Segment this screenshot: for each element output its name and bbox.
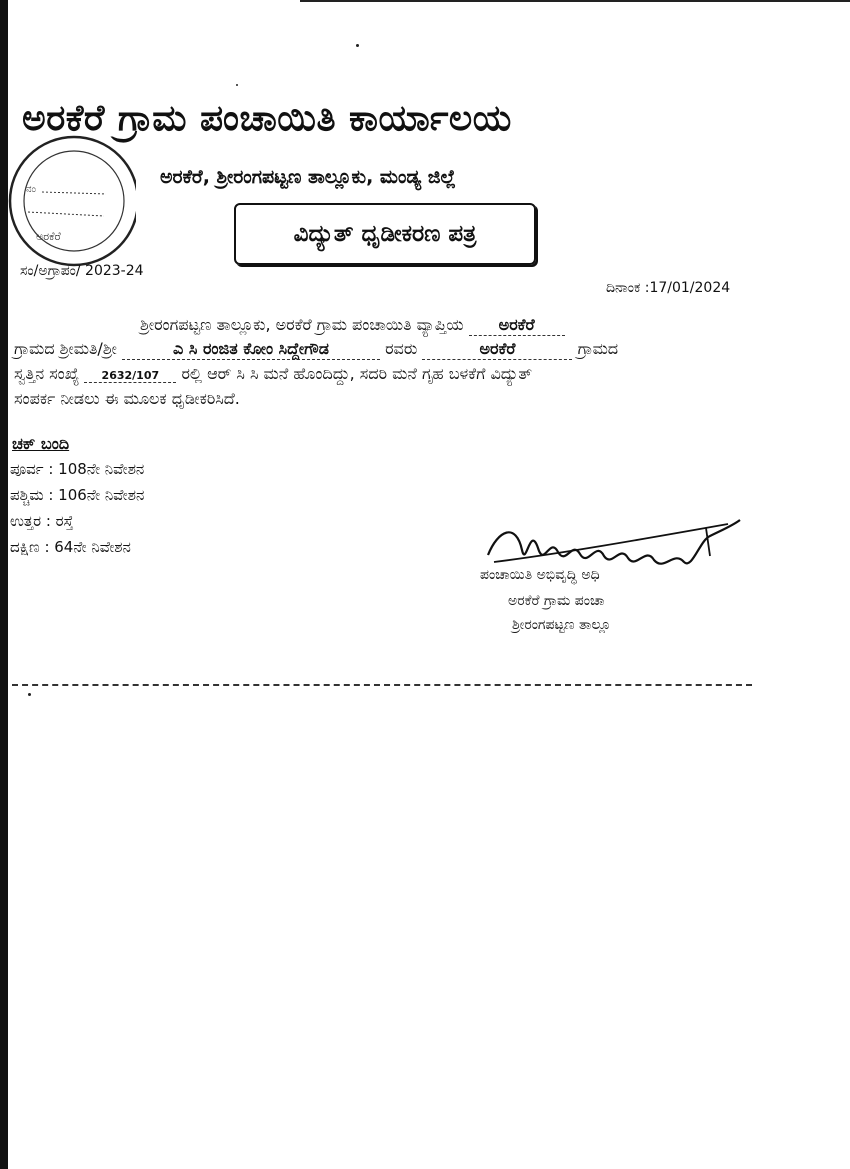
body-line-2 — [14, 339, 618, 360]
boundary-south: ದಕ್ಷಿಣ : 64ನೇ ನಿವೇಶನ — [10, 538, 131, 556]
boundary-west: ಪಶ್ಚಿಮ : 106ನೇ ನಿವೇಶನ — [10, 486, 145, 504]
boundary-east: ಪೂರ್ವ : 108ನೇ ನಿವೇಶನ — [10, 460, 145, 478]
signatory-taluk: ಶ್ರೀರಂಗಪಟ್ಟಣ ತಾಲ್ಲೂ — [512, 617, 612, 633]
office-seal-stamp — [6, 126, 136, 276]
scan-speck — [236, 84, 238, 86]
body-line-3 — [14, 364, 532, 384]
date-label: ದಿನಾಂಕ : — [606, 280, 650, 296]
body-line-2-suffix: ಗ್ರಾಮದ — [577, 339, 619, 358]
seal-place: ಅರಕೆರೆ — [36, 230, 61, 243]
seal-no-label: ನಂ — [26, 184, 36, 195]
boundary-north: ಉತ್ತರ : ರಸ್ತೆ — [10, 512, 74, 530]
body-line-2-mid: ರವರು — [385, 339, 418, 358]
body-line-4: ಸಂಪರ್ಕ ನೀಡಲು ಈ ಮೂಲಕ ಧೃಡೀಕರಿಸಿದೆ. — [14, 389, 240, 408]
body-line-1 — [140, 315, 565, 336]
applicant-name-field: ಎ ಸಿ ರಂಜಿತ ಕೋಂ ಸಿದ್ದೇಗೌಡ — [122, 339, 380, 360]
scan-speck — [356, 44, 359, 47]
signatory-designation: ಪಂಚಾಯಿತಿ ಅಭಿವೃದ್ಧಿ ಅಧಿ — [480, 567, 600, 583]
property-number-field: 2632/107 — [84, 369, 176, 383]
certificate-title: ವಿದ್ಯುತ್ ಧೃಡೀಕರಣ ಪತ್ರ — [293, 221, 477, 247]
date-value: 17/01/2024 — [649, 280, 731, 296]
body-line-3-suffix: ರಲ್ಲಿ ಆರ್ ಸಿ ಸಿ ಮನೆ ಹೊಂದಿದ್ದು, ಸದರಿ ಮನೆ ಗೃಹ ಬಳಕೆಗೆ ವಿದ್ಯುತ್ — [181, 364, 533, 383]
scan-speck — [28, 693, 31, 696]
boundaries-heading: ಚಕ್ ಬಂದಿ — [12, 434, 70, 453]
scan-top-edge — [300, 0, 850, 2]
residence-village-field: ಅರಕೆರೆ — [422, 339, 572, 360]
signatory-panchayat: ಅರಕೆರೆ ಗ್ರಾಮ ಪಂಚಾ — [508, 593, 605, 609]
certificate-title-box — [234, 203, 536, 265]
village-field: ಅರಕೆರೆ — [469, 315, 565, 336]
issue-date — [606, 280, 730, 296]
office-address: ಅರಕೆರೆ, ಶ್ರೀರಂಗಪಟ್ಟಣ ತಾಲ್ಲೂಕು, ಮಂಡ್ಯ ಜಿಲ್ಲೆ — [160, 166, 456, 188]
office-title: ಅರಕೆರೆ ಗ್ರಾಮ ಪಂಚಾಯಿತಿ ಕಾರ್ಯಾಲಯ — [22, 98, 512, 139]
body-line-1-text: ಶ್ರೀರಂಗಪಟ್ಟಣ ತಾಲ್ಲೂಕು, ಅರಕೆರೆ ಗ್ರಾಮ ಪಂಚಾಯಿತಿ ವ್ಯಾಪ್ತಿಯ — [140, 315, 464, 334]
reference-number: ಸಂ/ಅಗ್ರಾಪಂ/ 2023-24 — [20, 263, 144, 279]
body-line-3-prefix: ಸ್ವತ್ತಿನ ಸಂಖ್ಯೆ — [14, 364, 80, 383]
dashed-divider — [12, 684, 752, 686]
body-line-2-prefix: ಗ್ರಾಮದ ಶ್ರೀಮತಿ/ಶ್ರೀ — [14, 339, 117, 358]
